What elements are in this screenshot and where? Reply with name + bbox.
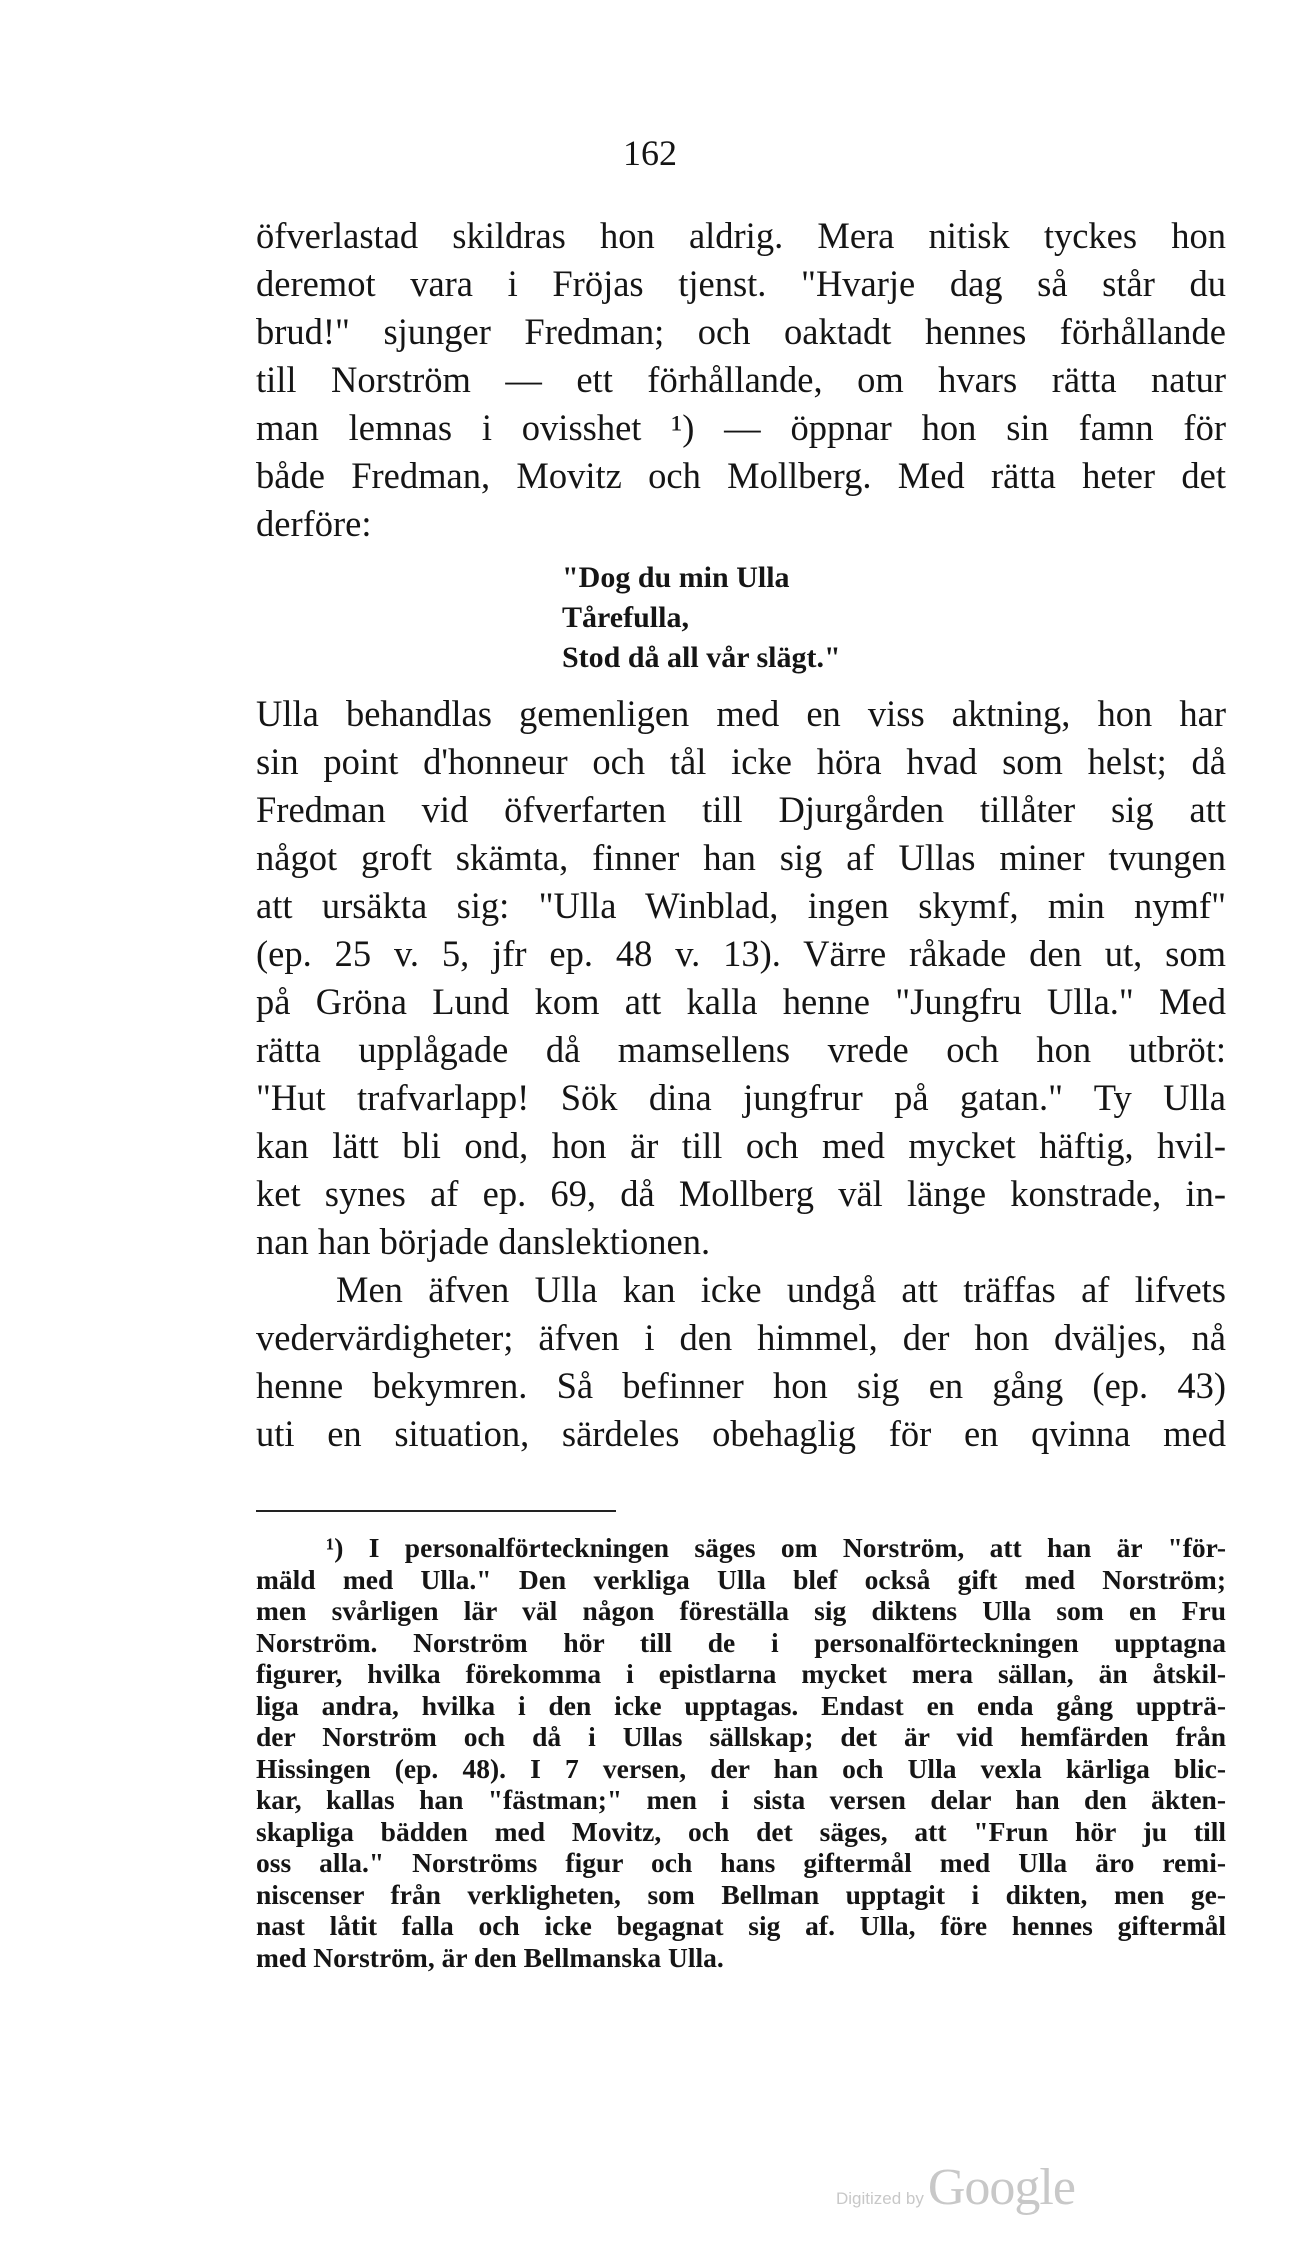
footnote-divider [256, 1510, 616, 1512]
text-line: Fredman vid öfverfarten till Djurgården tillåter sig att [256, 789, 1226, 830]
verse-line: "Dog du min Ulla [562, 561, 790, 594]
text-line: deremot vara i Fröjas tjenst. "Hvarje dag så står du [256, 263, 1226, 304]
text-line: sin point d'honneur och tål icke höra hvad som helst; då [256, 741, 1226, 782]
footnote-line: niscenser från verkligheten, som Bellman upptagit i dikten, men ge- [256, 1878, 1226, 1910]
google-logo: Google [927, 2159, 1075, 2216]
text-line: på Gröna Lund kom att kalla henne "Jungfru Ulla." Med [256, 981, 1226, 1022]
text-line: kan lätt bli ond, hon är till och med mycket häftig, hvil- [256, 1125, 1226, 1166]
footnote-line: figurer, hvilka förekomma i epistlarna mycket mera sällan, än åtskil- [256, 1658, 1226, 1689]
footnote [256, 1532, 1226, 1973]
main-text [256, 212, 1226, 1458]
footnote-line: nast låtit falla och icke begagnat sig af. Ulla, före hennes giftermål [256, 1910, 1226, 1941]
text-line: uti en situation, särdeles obehaglig för en qvinna med [256, 1413, 1226, 1454]
verse-line: Stod då all vår slägt." [562, 641, 841, 674]
footnote-line: mäld med Ulla." Den verkliga Ulla blef också gift med Norström; [256, 1563, 1226, 1595]
text-line: henne bekymren. Så befinner hon sig en gång (ep. 43) [256, 1365, 1226, 1406]
text-line: derföre: [256, 503, 372, 544]
text-line: vedervärdigheter; äfven i den himmel, der hon dväljes, nå [256, 1317, 1226, 1358]
text-line: man lemnas i ovisshet ¹) — öppnar hon sin famn för [256, 407, 1226, 448]
text-line: att ursäkta sig: "Ulla Winblad, ingen skymf, min nymf" [256, 885, 1226, 926]
text-line: nan han började danslektionen. [256, 1221, 711, 1262]
text-line: (ep. 25 v. 5, jfr ep. 48 v. 13). Värre råkade den ut, som [256, 933, 1226, 974]
text-line: till Norström — ett förhållande, om hvars rätta natur [256, 359, 1226, 400]
footnote-line: kar, kallas han "fästman;" men i sista versen delar han den äkten- [256, 1784, 1226, 1815]
footnote-line: Hissingen (ep. 48). I 7 versen, der han och Ulla vexla kärliga blic- [256, 1752, 1226, 1784]
verse-line: Tårefulla, [562, 601, 689, 634]
text-line: öfverlastad skildras hon aldrig. Mera nitisk tyckes hon [256, 215, 1226, 256]
text-line: både Fredman, Movitz och Mollberg. Med rätta heter det [256, 455, 1226, 496]
text-line: något groft skämta, finner han sig af Ullas miner tvungen [256, 837, 1226, 878]
footnote-line: skapliga bädden med Movitz, och det säges, att "Frun hör ju till [256, 1815, 1226, 1847]
text-line: "Hut trafvarlapp! Sök dina jungfrur på gatan." Ty Ulla [256, 1077, 1226, 1118]
text-line: Ulla behandlas gemenligen med en viss aktning, hon har [256, 693, 1226, 734]
footnote-line: oss alla." Norströms figur och hans giftermål med Ulla äro remi- [256, 1847, 1226, 1878]
text-line: ket synes af ep. 69, då Mollberg väl länge konstrade, in- [256, 1173, 1226, 1214]
footnote-line: Norström. Norström hör till de i personalförteckningen upptagna [256, 1626, 1226, 1658]
footnote-line: liga andra, hvilka i den icke upptagas. Endast en enda gång uppträ- [256, 1689, 1226, 1721]
text-line: brud!" sjunger Fredman; och oaktadt hennes förhållande [256, 311, 1226, 352]
footnote-line: men svårligen lär väl någon föreställa sig diktens Ulla som en Fru [256, 1595, 1226, 1626]
verse-quote [256, 558, 1226, 678]
digitized-by-watermark [836, 2158, 1075, 2217]
text-line: rätta upplågade då mamsellens vrede och hon utbröt: [256, 1029, 1226, 1070]
page-number: 162 [623, 133, 677, 173]
footnote-line: ¹) I personalförteckningen säges om Norström, att han är "för- [326, 1532, 1226, 1563]
footnote-line: der Norström och då i Ullas sällskap; det är vid hemfärden från [256, 1721, 1226, 1752]
watermark-prefix: Digitized by [836, 2189, 924, 2208]
footnote-line: med Norström, är den Bellmanska Ulla. [256, 1941, 724, 1973]
text-line: Men äfven Ulla kan icke undgå att träffas af lifvets [336, 1269, 1226, 1310]
